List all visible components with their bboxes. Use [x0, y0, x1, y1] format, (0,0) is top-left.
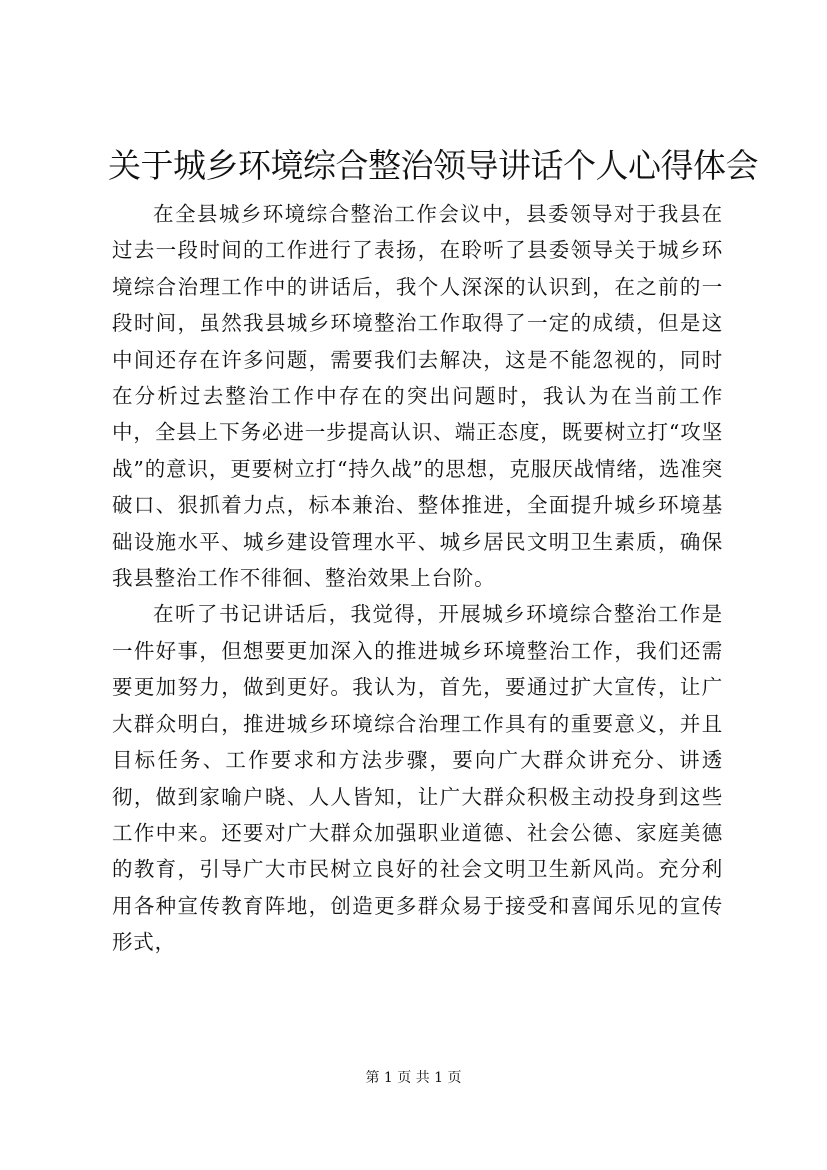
body-paragraph-1: 在全县城乡环境综合整治工作会议中，县委领导对于我县在过去一段时间的工作进行了表扬，在聆听了县委领导关于城乡环境综合治理工作中的讲话后，我个人深深的认识到，在之前的一段时间，虽然我县城乡环境整治工作取得了一定的成绩，但是这中间还存在许多问题，需要我们去解决，这是不能忽视的，同时在分析过去整治工作中存在的突出问题时，我认为在当前工作中，全县上下务必进一步提高认识、端正态度，既要树立打“攻坚战”的意识，更要树立打“持久战”的思想，克服厌战情绪，选准突破口、狠抓着力点，标本兼治、整体推进，全面提升城乡环境基础设施水平、城乡建设管理水平、城乡居民文明卫生素质，确保我县整治工作不徘徊、整治效果上台阶。 [112, 202, 723, 591]
document-body [112, 196, 723, 961]
body-paragraph-2: 在听了书记讲话后，我觉得，开展城乡环境综合整治工作是一件好事，但想要更加深入的推进城乡环境整治工作，我们还需要更加努力，做到更好。我认为，首先，要通过扩大宣传，让广大群众明白，推进城乡环境综合治理工作具有的重要意义，并且目标任务、工作要求和方法步骤，要向广大群众讲充分、讲透彻，做到家喻户晓、人人皆知，让广大群众积极主动投身到这些工作中来。还要对广大群众加强职业道德、社会公德、家庭美德的教育，引导广大市民树立良好的社会文明卫生新风尚。充分利用各种宣传教育阵地，创造更多群众易于接受和喜闻乐见的宣传形式， [112, 602, 723, 955]
page-footer: 第 1 页 共 1 页 [365, 1070, 462, 1086]
document-title: 关于城乡环境综合整治领导讲话个人心得体会 [108, 146, 758, 185]
